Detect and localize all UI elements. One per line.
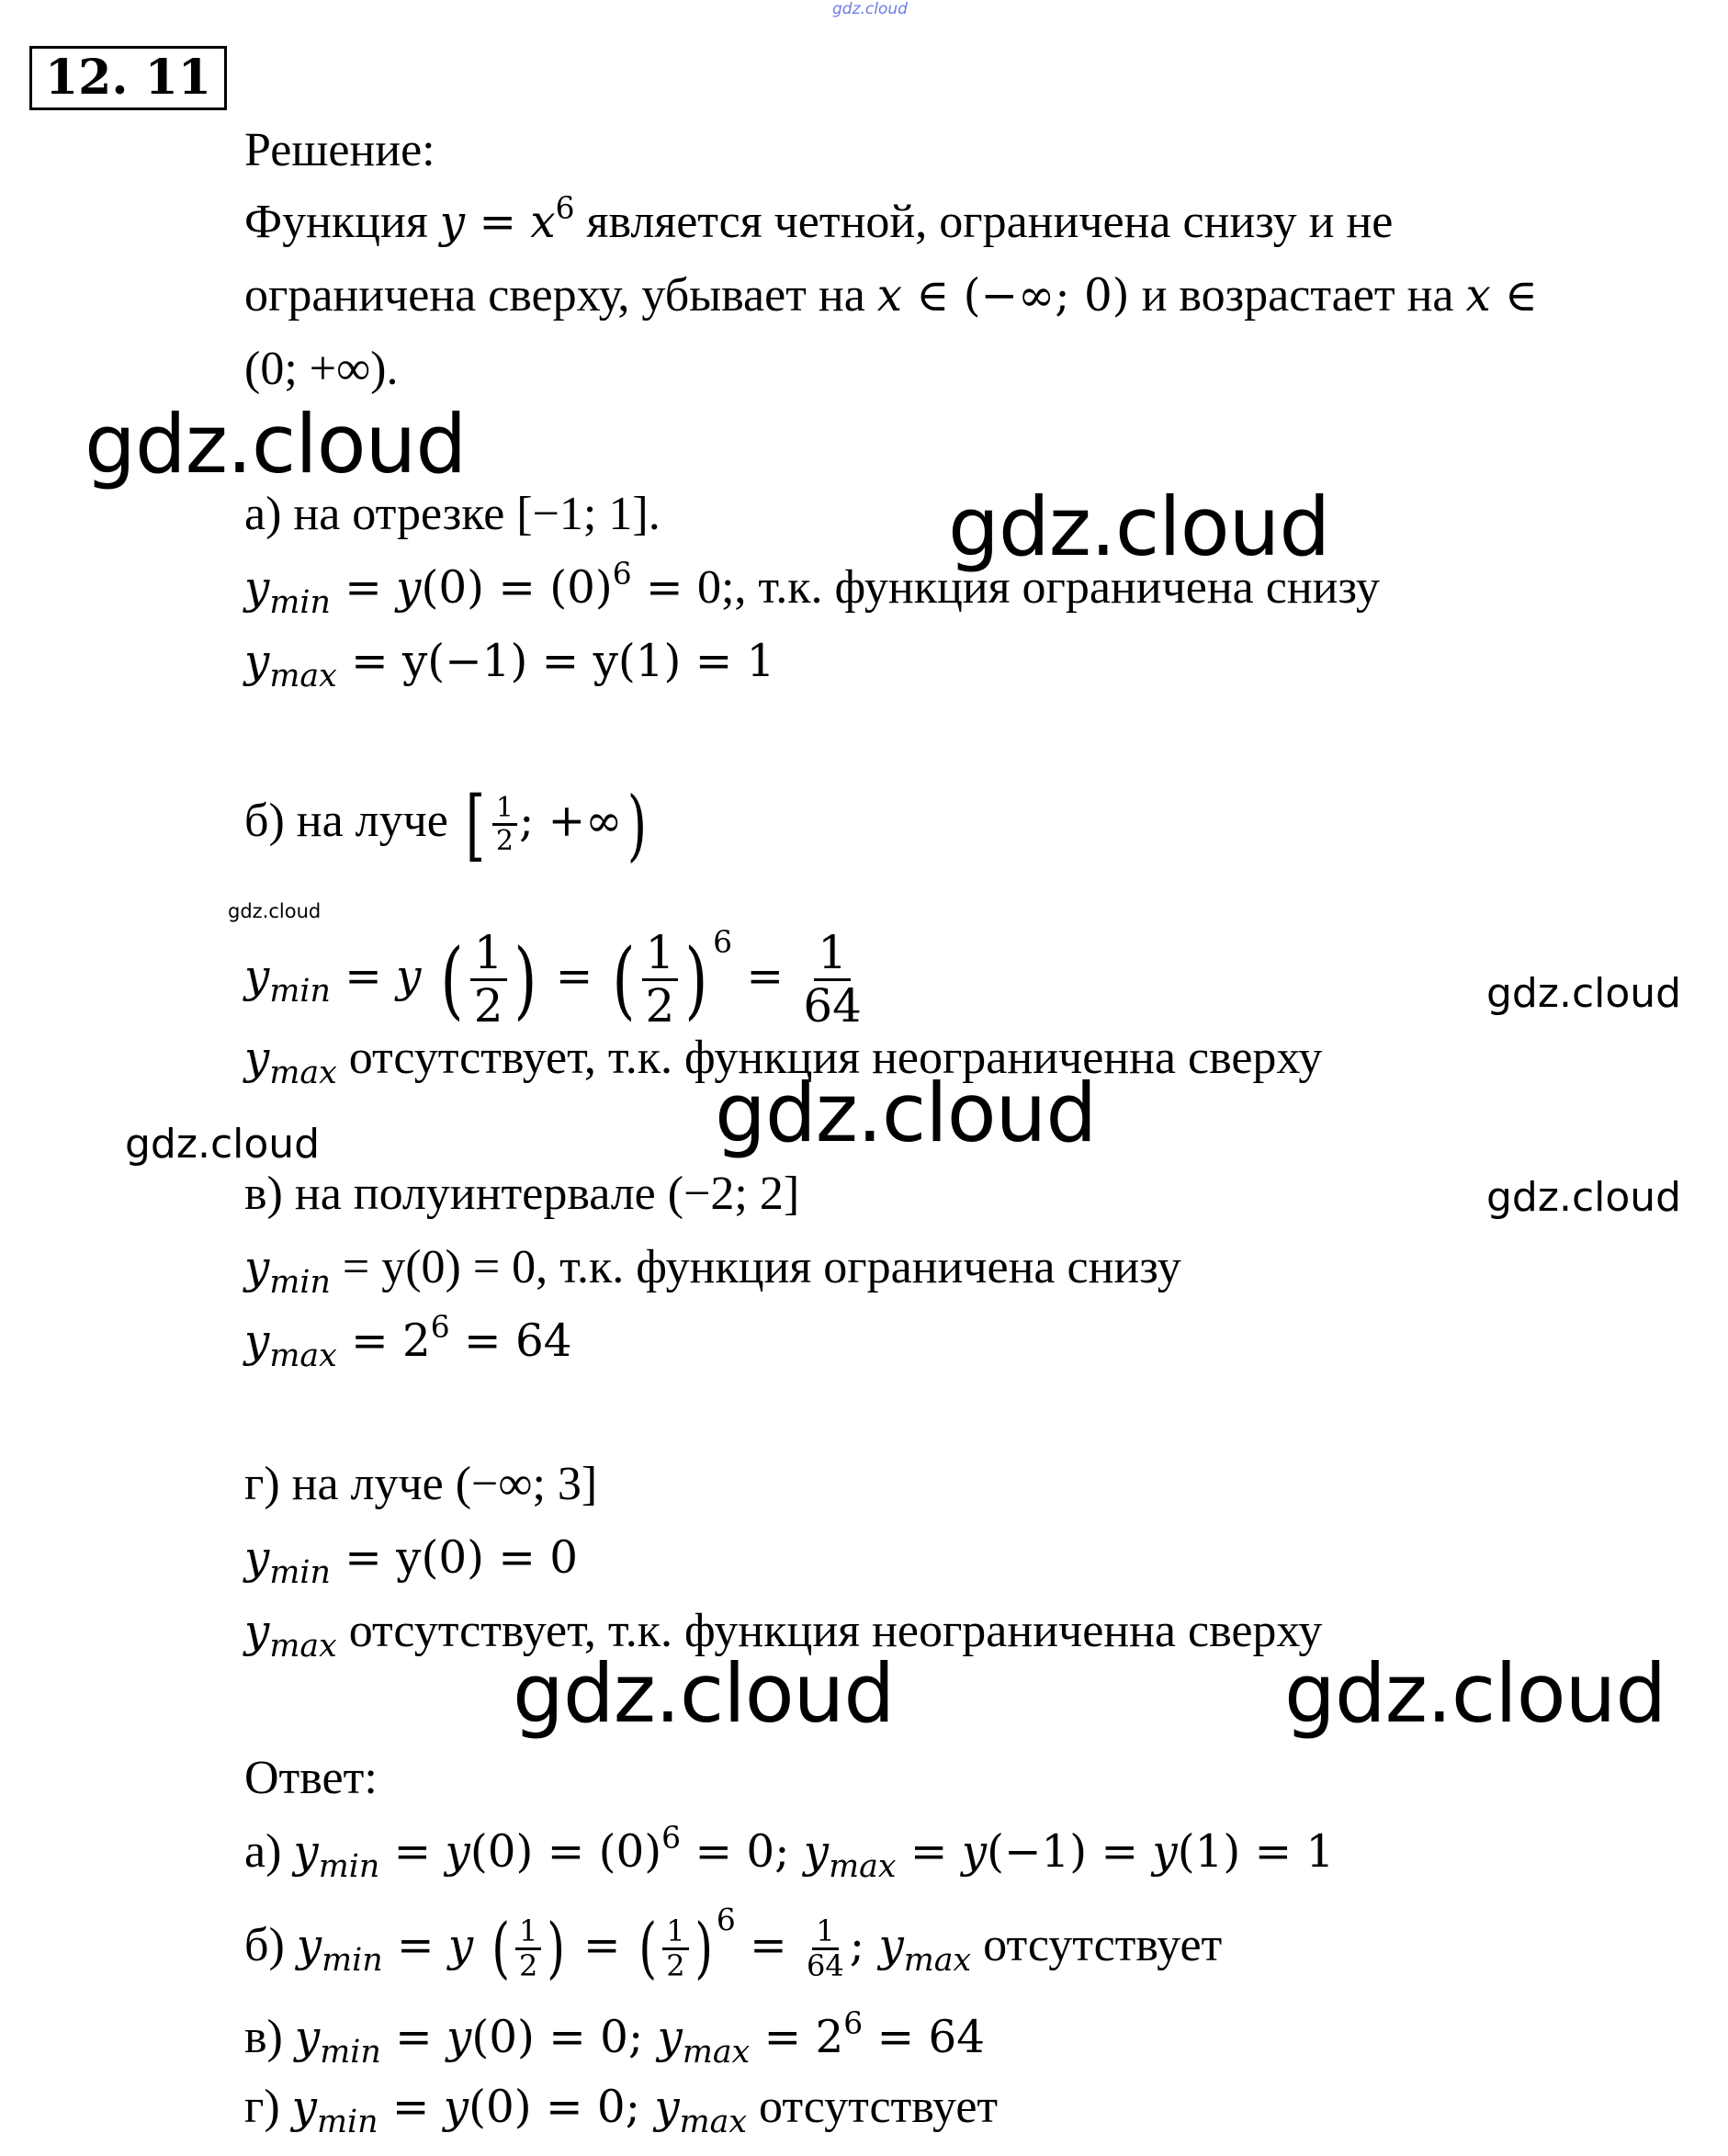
part-a-min-tail: 0;, т.к. функция ограничена снизу xyxy=(696,561,1380,614)
intro-text-4: и возрастает на xyxy=(1141,269,1454,322)
part-v-min-tail: = y(0) = 0, т.к. функция ограничена снизу xyxy=(342,1241,1181,1293)
answer-b-absent: отсутствует xyxy=(983,1919,1223,1971)
watermark-top: gdz.cloud xyxy=(832,0,908,18)
answer-v: в) $y_{min} = y(0) = 0$; $y_{max} = 2^6 = 64$ xyxy=(244,2004,986,2071)
watermark-5: gdz.cloud xyxy=(1284,1646,1666,1741)
part-b-label: б) на луче [ $\frac{1}{2}$ ; +∞) xyxy=(244,778,648,870)
watermark-mid-1: gdz.cloud xyxy=(1486,970,1682,1017)
answer-b: б) $y_{min} = y$ ( $\frac{1}{2}$ ) = ( $\frac{1}{2}$ ) $^6$ = $\frac{1}{64}$ ; $y_{max}$ отсутствует xyxy=(244,1902,1223,1988)
watermark-mid-2: gdz.cloud xyxy=(125,1121,321,1168)
solution-heading: Решение: xyxy=(244,124,435,176)
part-a-min: $y_{min} = y(0) = (0)^6 = 0$;, т.к. функция ограничена снизу xyxy=(244,555,1380,622)
part-g-max: $y_{max}$ отсутствует, т.к. функция неограниченна сверху xyxy=(244,1605,1323,1665)
part-a-label: а) на отрезке [−1; 1]. xyxy=(244,488,661,540)
answer-v-prefix: в) xyxy=(244,2011,283,2063)
problem-number: 12. 11 xyxy=(29,46,227,110)
intro-text-2: является четной, ограничена снизу и не xyxy=(586,196,1394,248)
part-g-max-tail: отсутствует, т.к. функция неограниченна сверху xyxy=(348,1605,1323,1657)
answer-b-prefix: б) xyxy=(244,1919,285,1971)
watermark-4: gdz.cloud xyxy=(513,1646,895,1741)
watermark-mid-3: gdz.cloud xyxy=(1486,1174,1682,1221)
answer-a-prefix: а) xyxy=(244,1825,282,1878)
part-b-interval-tail: ; +∞ xyxy=(518,796,623,847)
part-a-max: $y_{max} = y(-1) = y(1) = 1$ xyxy=(244,636,775,695)
answer-g-absent: отсутствует xyxy=(759,2081,999,2133)
intro-line-1: Функция $y = x^6$ является четной, ограничена снизу и не xyxy=(244,189,1394,248)
intro-text-1: Функция xyxy=(244,196,428,248)
part-b-max-tail: отсутствует, т.к. функция неограниченна сверху xyxy=(348,1032,1323,1084)
answer-g-prefix: г) xyxy=(244,2081,280,2133)
watermark-2: gdz.cloud xyxy=(948,480,1330,574)
watermark-small-1: gdz.cloud xyxy=(228,900,322,922)
part-b-label-text: б) на луче xyxy=(244,795,448,847)
part-a-max-eq: = y(−1) = y(1) = 1 xyxy=(351,636,775,687)
part-v-min: $y_{min} = y(0) = 0$, т.к. функция ограничена снизу xyxy=(244,1241,1181,1302)
watermark-3: gdz.cloud xyxy=(715,1066,1097,1160)
part-v-max: $y_{max} = 2^6 = 64$ xyxy=(244,1308,572,1375)
intro-text-3: ограничена сверху, убывает на xyxy=(244,269,865,322)
answer-g: г) $y_{min} = y(0) = 0$; $y_{max}$ отсутствует xyxy=(244,2081,999,2141)
part-b-max: $y_{max}$ отсутствует, т.к. функция неограниченна сверху xyxy=(244,1032,1323,1092)
part-g-label: г) на луче (−∞; 3] xyxy=(244,1458,598,1510)
answer-a: а) $y_{min} = y(0) = (0)^6 = 0$; $y_{max} = y(-1) = y(1) = 1$ xyxy=(244,1819,1335,1886)
part-g-min: $y_{min} = y(0) = 0$ xyxy=(244,1532,578,1592)
watermark-1: gdz.cloud xyxy=(85,397,467,491)
part-g-min-tail: = y(0) = 0 xyxy=(344,1532,578,1584)
intro-line-2: ограничена сверху, убывает на x ∈ (−∞; 0) и возрастает на x ∈ xyxy=(244,269,1538,322)
part-v-label: в) на полуинтервале (−2; 2] xyxy=(244,1168,800,1220)
part-v-max-value: 64 xyxy=(514,1315,572,1367)
part-b-min: $y_{min} = y$ ( $\frac{1}{2}$ ) = ( $\frac{1}{2}$ ) $^6$ = $\frac{1}{64}$ xyxy=(244,923,862,1033)
intro-line-3: (0; +∞). xyxy=(244,343,399,395)
answer-heading: Ответ: xyxy=(244,1752,378,1804)
